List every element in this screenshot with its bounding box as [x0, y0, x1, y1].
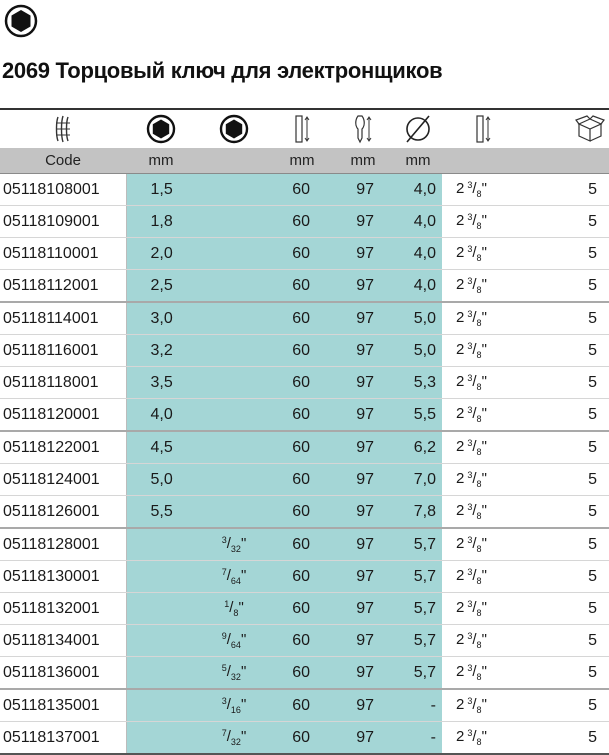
article-code-cell: 05118132001	[0, 593, 126, 625]
fraction-whole: 2	[456, 276, 465, 293]
size-inch-cell	[196, 689, 272, 722]
fraction-numerator: 3	[467, 212, 473, 222]
length-97-cell: 97	[332, 722, 394, 755]
fraction-denominator: 8	[476, 253, 482, 263]
fraction-numerator: 3	[467, 341, 473, 351]
pack-qty-cell: 5	[524, 496, 609, 529]
article-code-cell: 05118137001	[0, 722, 126, 755]
fraction-value: 2 $^3/_8$"	[456, 276, 487, 295]
length-60-cell: 60	[272, 722, 332, 755]
diameter-icon	[394, 109, 442, 148]
length-97-cell: 97	[332, 496, 394, 529]
size-inch-cell	[196, 174, 272, 206]
fraction-whole: 2	[456, 599, 465, 616]
fraction-numerator: 5	[221, 663, 227, 673]
fraction-numerator: 3	[467, 502, 473, 512]
size-inch-cell	[196, 302, 272, 335]
size-inch-cell	[196, 722, 272, 755]
article-code-cell: 05118118001	[0, 367, 126, 399]
size-mm-cell: 3,5	[126, 367, 196, 399]
size-mm-cell: 5,5	[126, 496, 196, 529]
fraction-denominator: 16	[230, 705, 241, 715]
fraction-whole: 2	[456, 470, 465, 487]
length-60-cell: 60	[272, 528, 332, 561]
length-60-cell: 60	[272, 431, 332, 464]
size-mm-cell	[126, 689, 196, 722]
length-inch-cell	[442, 270, 524, 303]
table-row	[0, 657, 609, 690]
column-header	[524, 148, 609, 174]
fraction-whole: 2	[456, 502, 465, 519]
diameter-cell: -	[394, 722, 442, 755]
fraction-value: 2 $^3/_8$"	[456, 631, 487, 650]
size-inch-cell	[196, 464, 272, 496]
column-header: mm	[332, 148, 394, 174]
table-row	[0, 722, 609, 755]
fraction-value: 2 $^3/_8$"	[456, 405, 487, 424]
fraction-value: $^7/_{64}$"	[221, 567, 247, 586]
size-inch-cell	[196, 399, 272, 432]
table-row	[0, 464, 609, 496]
size-inch-cell	[196, 367, 272, 399]
pack-qty-cell: 5	[524, 625, 609, 657]
column-header	[196, 148, 272, 174]
pack-qty-cell: 5	[524, 206, 609, 238]
article-code-cell: 05118135001	[0, 689, 126, 722]
fraction-value: 2 $^3/_8$"	[456, 728, 487, 747]
table-row	[0, 399, 609, 432]
size-mm-cell: 4,5	[126, 431, 196, 464]
fraction-denominator: 8	[476, 350, 482, 360]
fraction-value: 2 $^3/_8$"	[456, 212, 487, 231]
diameter-cell: 7,8	[394, 496, 442, 529]
fraction-value: 2 $^3/_8$"	[456, 663, 487, 682]
length-inch-cell	[442, 528, 524, 561]
fraction-value: $^9/_{64}$"	[221, 631, 247, 650]
length-60-cell: 60	[272, 561, 332, 593]
length-inch-cell	[442, 689, 524, 722]
diameter-cell: 6,2	[394, 431, 442, 464]
size-mm-cell: 4,0	[126, 399, 196, 432]
table-row	[0, 593, 609, 625]
fraction-numerator: 3	[467, 663, 473, 673]
table-row	[0, 270, 609, 303]
article-code-cell: 05118122001	[0, 431, 126, 464]
table-row	[0, 206, 609, 238]
length-97-cell: 97	[332, 657, 394, 690]
length-97-cell: 97	[332, 625, 394, 657]
fraction-whole: 2	[456, 180, 465, 197]
fraction-numerator: 3	[467, 728, 473, 738]
diameter-cell: 4,0	[394, 206, 442, 238]
fraction-denominator: 8	[476, 479, 482, 489]
pack-qty-cell: 5	[524, 367, 609, 399]
length-inch-cell	[442, 367, 524, 399]
table-row	[0, 302, 609, 335]
fraction-denominator: 8	[476, 318, 482, 328]
pack-qty-cell: 5	[524, 657, 609, 690]
diameter-cell: 5,3	[394, 367, 442, 399]
size-mm-cell	[126, 528, 196, 561]
fraction-value: 2 $^3/_8$"	[456, 244, 487, 263]
fraction-value: $^5/_{32}$"	[221, 663, 247, 682]
length-60-cell: 60	[272, 270, 332, 303]
size-inch-cell	[196, 625, 272, 657]
fraction-numerator: 3	[467, 599, 473, 609]
product-table	[0, 108, 609, 755]
length-inch-cell	[442, 722, 524, 755]
length-inch-cell	[442, 335, 524, 367]
article-code-cell: 05118108001	[0, 174, 126, 206]
pack-qty-cell: 5	[524, 399, 609, 432]
table-row	[0, 431, 609, 464]
length-97-cell: 97	[332, 431, 394, 464]
fraction-numerator: 3	[467, 567, 473, 577]
length-97-cell: 97	[332, 174, 394, 206]
table-row	[0, 367, 609, 399]
length-97-cell: 97	[332, 238, 394, 270]
length-97-cell: 97	[332, 335, 394, 367]
fraction-whole: 2	[456, 535, 465, 552]
size-inch-cell	[196, 270, 272, 303]
table-row	[0, 238, 609, 270]
length-60-cell: 60	[272, 174, 332, 206]
diameter-cell: 5,7	[394, 657, 442, 690]
screwdriver-length-icon	[332, 109, 394, 148]
fraction-denominator: 8	[476, 640, 482, 650]
fraction-denominator: 8	[476, 672, 482, 682]
fraction-value: 2 $^3/_8$"	[456, 309, 487, 328]
fraction-value: 2 $^3/_8$"	[456, 180, 487, 199]
fraction-denominator: 64	[230, 576, 241, 586]
length-60-cell: 60	[272, 689, 332, 722]
length-60-cell: 60	[272, 496, 332, 529]
fraction-numerator: 3	[467, 309, 473, 319]
length-97-cell: 97	[332, 206, 394, 238]
fraction-whole: 2	[456, 728, 465, 745]
length-icon	[442, 109, 524, 148]
fraction-denominator: 8	[476, 705, 482, 715]
fraction-value: $^3/_{32}$"	[221, 535, 247, 554]
length-97-cell: 97	[332, 367, 394, 399]
fraction-numerator: 3	[221, 535, 227, 545]
fraction-numerator: 3	[467, 535, 473, 545]
fraction-value: 2 $^3/_8$"	[456, 696, 487, 715]
fraction-numerator: 3	[221, 696, 227, 706]
length-97-cell: 97	[332, 561, 394, 593]
hex-socket-icon	[4, 4, 38, 38]
fraction-numerator: 3	[467, 470, 473, 480]
fraction-value: 2 $^3/_8$"	[456, 567, 487, 586]
page-title: 2069 Торцовый ключ для электронщиков	[2, 58, 443, 83]
fraction-numerator: 9	[221, 631, 227, 641]
column-header: mm	[272, 148, 332, 174]
fraction-whole: 2	[456, 373, 465, 390]
fraction-whole: 2	[456, 663, 465, 680]
fraction-denominator: 8	[476, 285, 482, 295]
pack-qty-cell: 5	[524, 528, 609, 561]
ruler-marks-icon	[0, 109, 126, 148]
diameter-cell: 7,0	[394, 464, 442, 496]
fraction-numerator: 3	[467, 696, 473, 706]
article-code-cell: 05118126001	[0, 496, 126, 529]
fraction-numerator: 3	[467, 405, 473, 415]
fraction-whole: 2	[456, 631, 465, 648]
article-code-cell: 05118130001	[0, 561, 126, 593]
length-inch-cell	[442, 238, 524, 270]
fraction-value: 2 $^3/_8$"	[456, 502, 487, 521]
length-inch-cell	[442, 206, 524, 238]
fraction-whole: 2	[456, 696, 465, 713]
length-60-cell: 60	[272, 625, 332, 657]
fraction-denominator: 8	[476, 447, 482, 457]
hex-socket-icon	[196, 109, 272, 148]
table-row	[0, 689, 609, 722]
size-inch-cell	[196, 561, 272, 593]
size-mm-cell: 3,2	[126, 335, 196, 367]
table-row	[0, 528, 609, 561]
icon-header-row	[0, 109, 609, 148]
length-97-cell: 97	[332, 270, 394, 303]
size-inch-cell	[196, 431, 272, 464]
table-row	[0, 174, 609, 206]
fraction-numerator: 7	[221, 567, 227, 577]
pack-qty-cell: 5	[524, 722, 609, 755]
fraction-numerator: 3	[467, 438, 473, 448]
fraction-whole: 2	[456, 244, 465, 261]
size-inch-cell	[196, 335, 272, 367]
length-60-cell: 60	[272, 399, 332, 432]
diameter-cell: 4,0	[394, 238, 442, 270]
length-97-cell: 97	[332, 399, 394, 432]
length-60-cell: 60	[272, 238, 332, 270]
fraction-whole: 2	[456, 341, 465, 358]
fraction-denominator: 8	[476, 414, 482, 424]
diameter-cell: 5,7	[394, 561, 442, 593]
article-code-cell: 05118114001	[0, 302, 126, 335]
fraction-numerator: 3	[467, 631, 473, 641]
article-code-cell: 05118120001	[0, 399, 126, 432]
column-header: mm	[126, 148, 196, 174]
size-mm-cell: 2,5	[126, 270, 196, 303]
diameter-cell: 5,7	[394, 528, 442, 561]
length-97-cell: 97	[332, 593, 394, 625]
article-code-cell: 05118109001	[0, 206, 126, 238]
size-mm-cell: 1,5	[126, 174, 196, 206]
article-code-cell: 05118128001	[0, 528, 126, 561]
length-97-cell: 97	[332, 689, 394, 722]
article-code-cell: 05118116001	[0, 335, 126, 367]
article-code-cell: 05118136001	[0, 657, 126, 690]
fraction-denominator: 32	[230, 544, 241, 554]
length-inch-cell	[442, 625, 524, 657]
fraction-value: $^7/_{32}$"	[221, 728, 247, 747]
size-inch-cell	[196, 528, 272, 561]
size-inch-cell	[196, 206, 272, 238]
fraction-value: $^3/_{16}$"	[221, 696, 247, 715]
fraction-denominator: 64	[230, 640, 241, 650]
fraction-numerator: 3	[467, 276, 473, 286]
pack-qty-cell: 5	[524, 174, 609, 206]
diameter-cell: 4,0	[394, 270, 442, 303]
pack-qty-cell: 5	[524, 431, 609, 464]
table-row	[0, 496, 609, 529]
diameter-cell: 4,0	[394, 174, 442, 206]
fraction-whole: 2	[456, 405, 465, 422]
fraction-numerator: 3	[467, 244, 473, 254]
size-inch-cell	[196, 657, 272, 690]
length-inch-cell	[442, 561, 524, 593]
size-mm-cell	[126, 561, 196, 593]
length-60-cell: 60	[272, 593, 332, 625]
fraction-whole: 2	[456, 309, 465, 326]
article-code-cell: 05118134001	[0, 625, 126, 657]
fraction-denominator: 8	[476, 382, 482, 392]
length-icon	[272, 109, 332, 148]
length-inch-cell	[442, 174, 524, 206]
fraction-whole: 2	[456, 212, 465, 229]
fraction-denominator: 32	[230, 737, 241, 747]
article-code-cell: 05118124001	[0, 464, 126, 496]
fraction-value: 2 $^3/_8$"	[456, 470, 487, 489]
length-inch-cell	[442, 302, 524, 335]
pack-qty-cell: 5	[524, 302, 609, 335]
fraction-denominator: 8	[476, 737, 482, 747]
size-mm-cell	[126, 593, 196, 625]
fraction-numerator: 7	[221, 728, 227, 738]
length-97-cell: 97	[332, 528, 394, 561]
diameter-cell: 5,7	[394, 625, 442, 657]
size-inch-cell	[196, 238, 272, 270]
length-inch-cell	[442, 593, 524, 625]
length-inch-cell	[442, 464, 524, 496]
size-mm-cell	[126, 657, 196, 690]
fraction-denominator: 8	[476, 576, 482, 586]
fraction-value: 2 $^3/_8$"	[456, 438, 487, 457]
diameter-cell: 5,0	[394, 302, 442, 335]
fraction-value: 2 $^3/_8$"	[456, 341, 487, 360]
length-60-cell: 60	[272, 335, 332, 367]
fraction-value: 2 $^3/_8$"	[456, 373, 487, 392]
article-code-cell: 05118110001	[0, 238, 126, 270]
fraction-whole: 2	[456, 438, 465, 455]
fraction-denominator: 8	[476, 189, 482, 199]
fraction-denominator: 8	[476, 544, 482, 554]
fraction-value: 2 $^3/_8$"	[456, 535, 487, 554]
length-60-cell: 60	[272, 206, 332, 238]
fraction-denominator: 32	[230, 672, 241, 682]
fraction-numerator: 1	[224, 599, 230, 609]
fraction-value: 2 $^3/_8$"	[456, 599, 487, 618]
length-97-cell: 97	[332, 302, 394, 335]
fraction-denominator: 8	[476, 511, 482, 521]
table-row	[0, 561, 609, 593]
column-header: Code	[0, 148, 126, 174]
fraction-numerator: 3	[467, 180, 473, 190]
pack-qty-cell: 5	[524, 335, 609, 367]
table-row	[0, 335, 609, 367]
size-mm-cell: 1,8	[126, 206, 196, 238]
pack-qty-cell: 5	[524, 238, 609, 270]
length-60-cell: 60	[272, 302, 332, 335]
fraction-value: $^1/_8$"	[224, 599, 244, 618]
pack-qty-cell: 5	[524, 464, 609, 496]
length-60-cell: 60	[272, 367, 332, 399]
hex-socket-icon	[126, 109, 196, 148]
fraction-numerator: 3	[467, 373, 473, 383]
fraction-denominator: 8	[476, 608, 482, 618]
length-inch-cell	[442, 431, 524, 464]
size-mm-cell	[126, 625, 196, 657]
unit-header-row	[0, 148, 609, 174]
fraction-denominator: 8	[476, 221, 482, 231]
length-60-cell: 60	[272, 464, 332, 496]
size-inch-cell	[196, 593, 272, 625]
fraction-whole: 2	[456, 567, 465, 584]
pack-qty-cell: 5	[524, 561, 609, 593]
package-icon	[524, 109, 609, 148]
size-mm-cell: 3,0	[126, 302, 196, 335]
pack-qty-cell: 5	[524, 270, 609, 303]
article-code-cell: 05118112001	[0, 270, 126, 303]
diameter-cell: 5,0	[394, 335, 442, 367]
length-inch-cell	[442, 657, 524, 690]
size-inch-cell	[196, 496, 272, 529]
length-inch-cell	[442, 496, 524, 529]
length-97-cell: 97	[332, 464, 394, 496]
size-mm-cell	[126, 722, 196, 755]
length-inch-cell	[442, 399, 524, 432]
size-mm-cell: 2,0	[126, 238, 196, 270]
fraction-denominator: 8	[233, 608, 239, 618]
length-60-cell: 60	[272, 657, 332, 690]
column-header	[442, 148, 524, 174]
diameter-cell: 5,7	[394, 593, 442, 625]
diameter-cell: -	[394, 689, 442, 722]
table-row	[0, 625, 609, 657]
pack-qty-cell: 5	[524, 593, 609, 625]
pack-qty-cell: 5	[524, 689, 609, 722]
column-header: mm	[394, 148, 442, 174]
diameter-cell: 5,5	[394, 399, 442, 432]
size-mm-cell: 5,0	[126, 464, 196, 496]
